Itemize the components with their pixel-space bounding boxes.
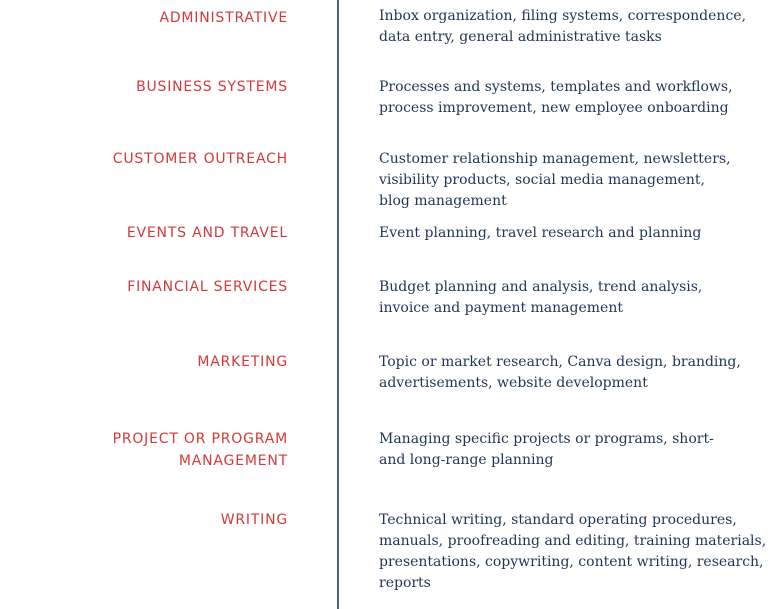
- description-project-or-program-management: Managing specific projects or programs, short- and long-range planning: [379, 431, 714, 468]
- description-events-and-travel: Event planning, travel research and planning: [379, 225, 702, 241]
- description-business-systems: Processes and systems, templates and workflows, process improvement, new employee onboarding: [379, 79, 733, 116]
- category-financial-services: FINANCIAL SERVICES: [127, 279, 288, 295]
- description-financial-services: Budget planning and analysis, trend analysis, invoice and payment management: [379, 279, 703, 316]
- category-business-systems: BUSINESS SYSTEMS: [136, 79, 288, 95]
- category-project-or-program-management: PROJECT OR PROGRAM MANAGEMENT: [112, 431, 288, 469]
- description-administrative: Inbox organization, filing systems, correspondence, data entry, general administrative tasks: [379, 8, 747, 45]
- description-writing: Technical writing, standard operating procedures, manuals, proofreading and editing, training materials, presentations, copywriting, content writing, research, reports: [379, 512, 767, 591]
- description-marketing: Topic or market research, Canva design, branding, advertisements, website development: [379, 354, 741, 391]
- category-customer-outreach: CUSTOMER OUTREACH: [112, 151, 288, 167]
- category-events-and-travel: EVENTS AND TRAVEL: [126, 225, 288, 241]
- vertical-divider: [337, 0, 339, 609]
- category-marketing: MARKETING: [197, 354, 288, 370]
- category-administrative: ADMINISTRATIVE: [159, 10, 288, 26]
- category-writing: WRITING: [220, 512, 288, 528]
- description-customer-outreach: Customer relationship management, newsletters, visibility products, social media management, blog management: [379, 151, 731, 209]
